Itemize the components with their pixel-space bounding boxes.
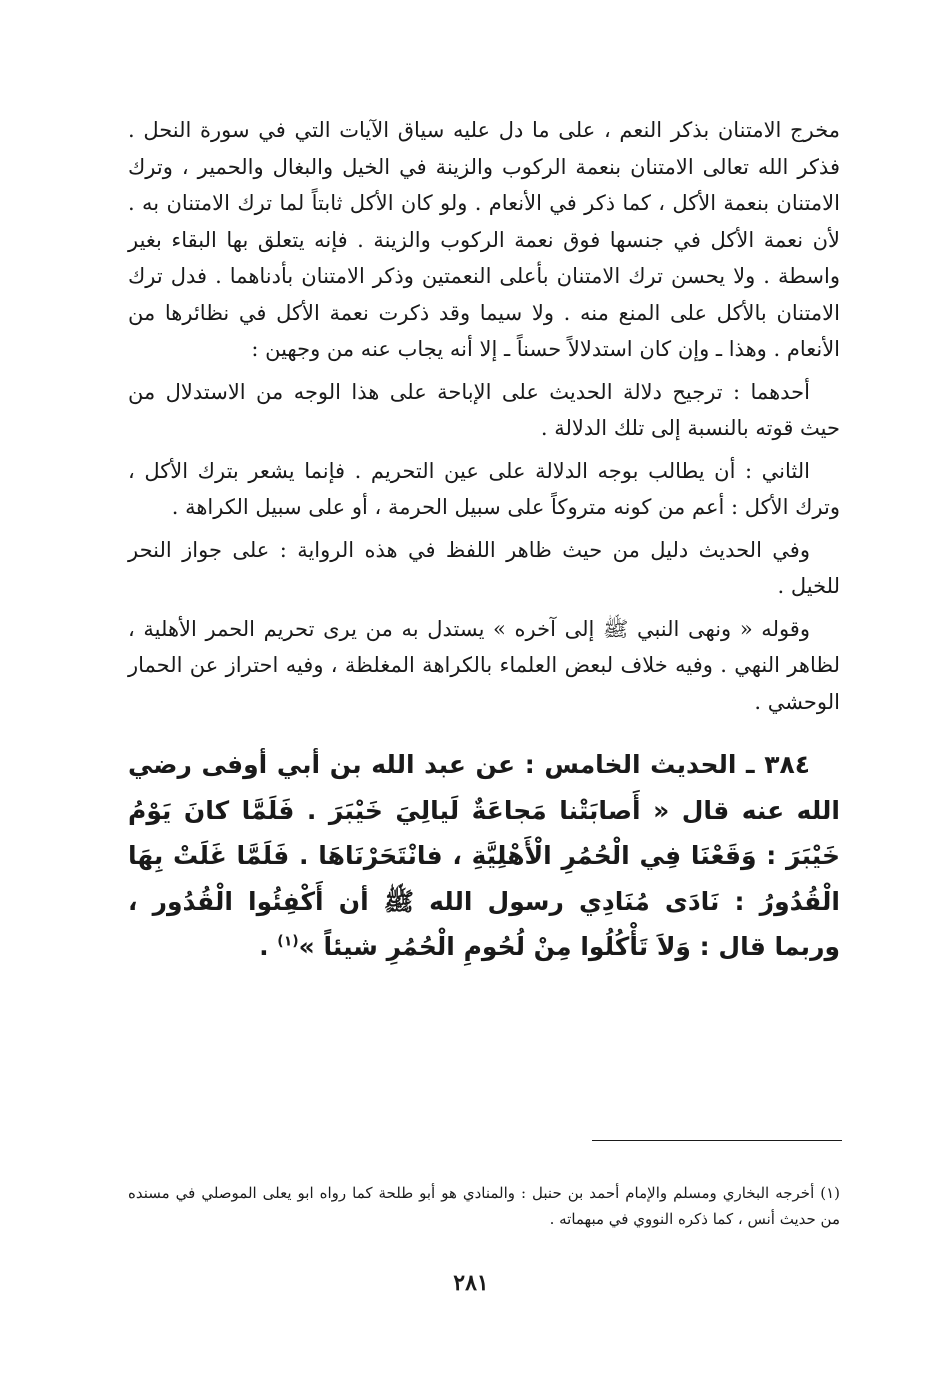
footnote-separator [592, 1140, 842, 1141]
commentary-paragraph-3: الثاني : أن يطالب بوجه الدلالة على عين التحريم . فإنما يشعر بترك الأكل ، وترك الأكل : أعم من كونه متروكاً على سبيل الحرمة ، أو على سبيل الكراهة . [128, 458, 840, 519]
commentary-paragraph-4: وفي الحديث دليل من حيث ظاهر اللفظ في هذه الرواية : على جواز النحر للخيل . [128, 537, 840, 598]
footnote: (١) أخرجه البخاري ومسلم والإمام أحمد بن حنبل : والمنادي هو أبو طلحة كما رواه ابو يعلى الموصلي في مسنده من حديث أنس ، كما ذكره النووي في مبهماته . [128, 1184, 840, 1228]
page-number: ٢٨١ [453, 1270, 489, 1296]
commentary-text [128, 112, 840, 970]
footnote-reference[interactable]: (١) [277, 933, 299, 950]
hadith-end: . [259, 932, 278, 961]
commentary-paragraph-1: مخرج الامتنان بذكر النعم ، على ما دل عليه سياق الآيات التي في سورة النحل . فذكر الله تعالى الامتنان بنعمة الركوب والزينة في الخيل والبغال والحمير ، وترك الامتنان بنعمة الأكل ، كما ذكر في الأنعام . ولو كان الأكل ثابتاً لما ترك الامتنان به . لأن نعمة الأكل في جنسها فوق نعمة الركوب والزينة . فإنه يتعلق بها البقاء بغير واسطة . ولا يحسن ترك الامتنان بأعلى النعمتين وذكر الامتنان بأدناهما . فدل ترك الامتنان بالأكل على المنع منه . ولا سيما وقد ذكرت نعمة الأكل في نظائرها من الأنعام . وهذا ـ وإن كان استدلالاً حسناً ـ إلا أنه يجاب عنه من وجهين : [128, 118, 840, 361]
hadith-body: ٣٨٤ ـ الحديث الخامس : عن عبد الله بن أبي أوفى رضي الله عنه قال « أَصابَتْنا مَجاعَةٌ لَيالِيَ خَيْبَرَ . فَلَمَّا كانَ يَوْمُ خَيْبَرَ : وَقَعْنَا فِي الْحُمُرِ الْأَهْلِيَّةِ ، فانْتَحَرْنَاهَا . فَلَمَّا غَلَتْ بِهَا الْقُدُورُ : نَادَى مُنَادِي رسول الله ﷺ أن أَكْفِئُوا الْقُدُور ، وربما قال : وَلاَ تَأْكُلُوا مِنْ لُحُومِ الْحُمُرِ شيئاً » [128, 750, 840, 961]
commentary-paragraph-5: وقوله « ونهى النبي ﷺ إلى آخره » يستدل به من يرى تحريم الحمر الأهلية ، لظاهر النهي . وفيه خلاف لبعض العلماء بالكراهة المغلظة ، وفيه احتراز عن الحمار الوحشي . [128, 616, 840, 714]
commentary-paragraph-2: أحدهما : ترجيح دلالة الحديث على الإباحة على هذا الوجه من الاستدلال من حيث قوته بالنسبة إلى تلك الدلالة . [128, 379, 840, 440]
hadith-text [128, 742, 840, 970]
